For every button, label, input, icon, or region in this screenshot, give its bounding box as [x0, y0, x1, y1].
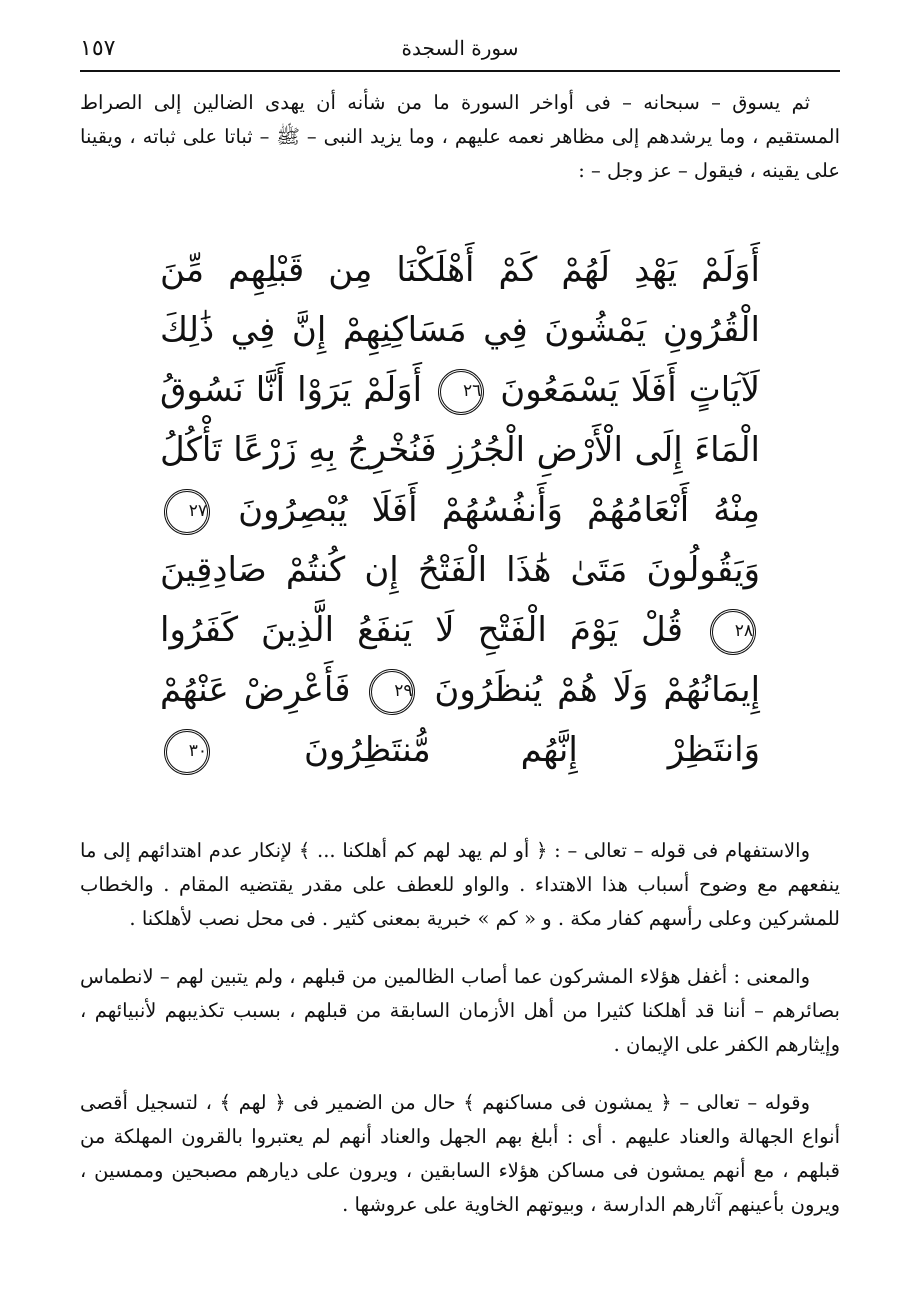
- surah-title: سورة السجدة: [401, 36, 519, 60]
- verse-text: وَيَقُولُونَ مَتَىٰ هَٰذَا الْفَتْحُ إِن كُنتُمْ صَادِقِينَ: [160, 550, 760, 590]
- quran-verses-block: [160, 240, 760, 780]
- verse-number-marker: ٢٦: [438, 369, 484, 415]
- book-page: [80, 30, 840, 1270]
- page-number: ١٥٧: [80, 36, 116, 61]
- verse-number-marker: ٢٧: [164, 489, 210, 535]
- verse-text: فَأَعْرِضْ عَنْهُمْ وَانتَظِرْ إِنَّهُم مُّنتَظِرُونَ: [160, 670, 760, 770]
- verse-number-marker: ٣٠: [164, 729, 210, 775]
- verse-text: قُلْ يَوْمَ الْفَتْحِ لَا يَنفَعُ الَّذِينَ كَفَرُوا إِيمَانُهُمْ وَلَا هُمْ يُنظَرُونَ: [160, 610, 761, 710]
- commentary-paragraph-interrogative: والاستفهام فى قوله – تعالى – : ﴿ أو لم يهد لهم كم أهلكنا ... ﴾ لإنكار عدم اهتدائهم إلى ما ينفعهم مع وضوح أسباب هذا الاهتداء . والواو للعطف على مقدر يقتضيه المقام . والخطاب للمشركين وعلى رأسهم كفار مكة . و « كم » خبرية بمعنى كثير . فى محل نصب لأهلكنا .: [80, 839, 840, 930]
- commentary-paragraph-walking: وقوله – تعالى – ﴿ يمشون فى مساكنهم ﴾ حال من الضمير فى ﴿ لهم ﴾ ، لتسجيل أقصى أنواع الجهالة والعناد عليهم . أى : أبلغ بهم الجهل والعناد أنهم لم يعتبروا بالقرون المهلكة من قبلهم ، مع أنهم يمشون فى مساكن هؤلاء السابقين ، ويرون على ديارهم مصبحين وممسين ، ويرون بأعينهم آثارهم الدارسة ، وبيوتهم الخاوية على عروشها .: [80, 1091, 840, 1216]
- verse-text: أَوَلَمْ يَرَوْا أَنَّا نَسُوقُ الْمَاءَ إِلَى الْأَرْضِ الْجُرُزِ فَنُخْرِجُ بِهِ زَرْعًا تَأْكُلُ مِنْهُ أَنْعَامُهُمْ وَأَنفُسُهُمْ أَفَلَا يُبْصِرُونَ: [160, 370, 760, 530]
- commentary-paragraph-meaning: والمعنى : أغفل هؤلاء المشركون عما أصاب الظالمين من قبلهم ، ولم يتبين لهم – لانطماس بصائرهم – أننا قد أهلكنا كثيرا من أهل الأزمان السابقة من قبلهم ، بسبب تكذيبهم لأنبيائهم ، وإيثارهم الكفر على الإيمان .: [80, 965, 840, 1056]
- verse-number-marker: ٢٨: [710, 609, 756, 655]
- verse-text: أَوَلَمْ يَهْدِ لَهُمْ كَمْ أَهْلَكْنَا مِن قَبْلِهِم مِّنَ الْقُرُونِ يَمْشُونَ فِي مَسَاكِنِهِمْ إِنَّ فِي ذَٰلِكَ لَآيَاتٍ أَفَلَا يَسْمَعُونَ: [160, 250, 760, 410]
- verse-number-marker: ٢٩: [369, 669, 415, 715]
- intro-paragraph: ثم يسوق – سبحانه – فى أواخر السورة ما من شأنه أن يهدى الضالين إلى الصراط المستقيم ، وما يرشدهم إلى مظاهر نعمه عليهم ، وما يزيد النبى – ﷺ – ثباتا على ثباته ، ويقينا على يقينه ، فيقول – عز وجل – :: [80, 91, 841, 182]
- running-header: [80, 30, 840, 72]
